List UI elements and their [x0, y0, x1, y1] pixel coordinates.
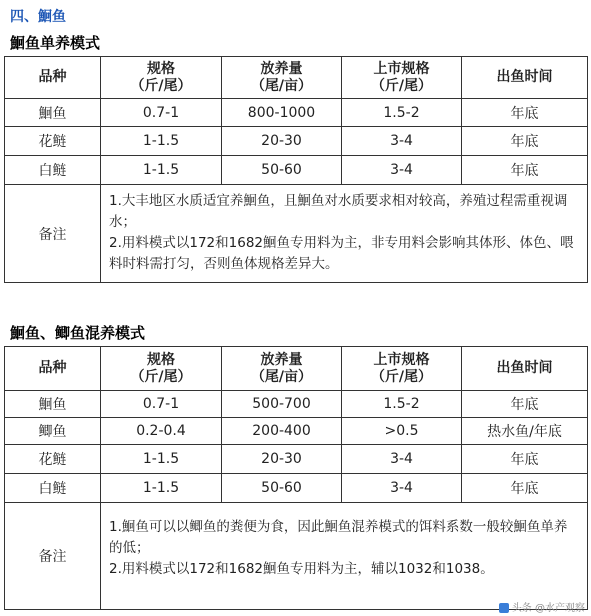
cell-size: 1-1.5	[101, 474, 222, 503]
table-row	[5, 127, 588, 156]
cell-harvest-time: 年底	[462, 391, 588, 418]
cell-market-size: 3-4	[342, 127, 462, 156]
header-stocking: 放养量 （尾/亩）	[222, 57, 342, 99]
notes-row	[5, 503, 588, 610]
header-stocking: 放养量 （尾/亩）	[222, 347, 342, 391]
table-row	[5, 391, 588, 418]
cell-size: 1-1.5	[101, 445, 222, 474]
notes-label: 备注	[5, 503, 101, 610]
header-size: 规格 （斤/尾）	[101, 57, 222, 99]
cell-size: 1-1.5	[101, 127, 222, 156]
cell-harvest-time: 年底	[462, 99, 588, 127]
note-line: 1.大丰地区水质适宜养鮰鱼，且鮰鱼对水质要求相对较高，养殖过程需重视调水；	[109, 193, 568, 230]
cell-stocking: 200-400	[222, 418, 342, 445]
cell-size: 0.7-1	[101, 99, 222, 127]
notes-label: 备注	[5, 185, 101, 283]
cell-species: 鮰鱼	[5, 391, 101, 418]
cell-size: 1-1.5	[101, 156, 222, 185]
cell-species: 鮰鱼	[5, 99, 101, 127]
header-size: 规格 （斤/尾）	[101, 347, 222, 391]
table-single-culture	[4, 56, 588, 283]
notes-text	[101, 503, 588, 610]
note-line: 2.用料模式以172和1682鮰鱼专用料为主，辅以1032和1038。	[109, 561, 494, 577]
notes-text	[101, 185, 588, 283]
platform-logo-icon	[499, 603, 509, 613]
cell-size: 0.7-1	[101, 391, 222, 418]
cell-harvest-time: 年底	[462, 474, 588, 503]
header-harvest-time: 出鱼时间	[462, 347, 588, 391]
cell-species: 白鲢	[5, 156, 101, 185]
cell-stocking: 20-30	[222, 127, 342, 156]
cell-harvest-time: 年底	[462, 445, 588, 474]
table-row	[5, 474, 588, 503]
header-market-size: 上市规格 （斤/尾）	[342, 57, 462, 99]
cell-market-size: 3-4	[342, 474, 462, 503]
cell-stocking: 20-30	[222, 445, 342, 474]
cell-market-size: >0.5	[342, 418, 462, 445]
table-row	[5, 156, 588, 185]
cell-market-size: 3-4	[342, 156, 462, 185]
cell-species: 鲫鱼	[5, 418, 101, 445]
header-species: 品种	[5, 57, 101, 99]
cell-species: 白鲢	[5, 474, 101, 503]
table-header-row	[5, 347, 588, 391]
table2-title: 鮰鱼、鲫鱼混养模式	[10, 324, 146, 342]
note-line: 2.用料模式以172和1682鮰鱼专用料为主，非专用料会影响其体形、体色、喂料时料需打匀，否则鱼体规格差异大。	[109, 235, 574, 272]
cell-stocking: 50-60	[222, 156, 342, 185]
watermark	[499, 599, 585, 614]
cell-market-size: 1.5-2	[342, 391, 462, 418]
table-row	[5, 418, 588, 445]
cell-species: 花鲢	[5, 127, 101, 156]
cell-size: 0.2-0.4	[101, 418, 222, 445]
section-heading: 四、鮰鱼	[10, 9, 66, 25]
cell-market-size: 3-4	[342, 445, 462, 474]
table1-title: 鮰鱼单养模式	[10, 34, 101, 52]
header-market-size: 上市规格 （斤/尾）	[342, 347, 462, 391]
cell-market-size: 1.5-2	[342, 99, 462, 127]
note-line: 1.鮰鱼可以以鲫鱼的粪便为食，因此鮰鱼混养模式的饵料系数一般较鮰鱼单养的低；	[109, 519, 568, 556]
cell-stocking: 800-1000	[222, 99, 342, 127]
header-species: 品种	[5, 347, 101, 391]
notes-row	[5, 185, 588, 283]
cell-stocking: 500-700	[222, 391, 342, 418]
cell-species: 花鲢	[5, 445, 101, 474]
cell-stocking: 50-60	[222, 474, 342, 503]
header-harvest-time: 出鱼时间	[462, 57, 588, 99]
table-mixed-culture	[4, 346, 588, 610]
cell-harvest-time: 年底	[462, 127, 588, 156]
table-row	[5, 99, 588, 127]
watermark-text: 头条 @水产观察	[511, 603, 585, 614]
table-header-row	[5, 57, 588, 99]
cell-harvest-time: 年底	[462, 156, 588, 185]
table-row	[5, 445, 588, 474]
cell-harvest-time: 热水鱼/年底	[462, 418, 588, 445]
